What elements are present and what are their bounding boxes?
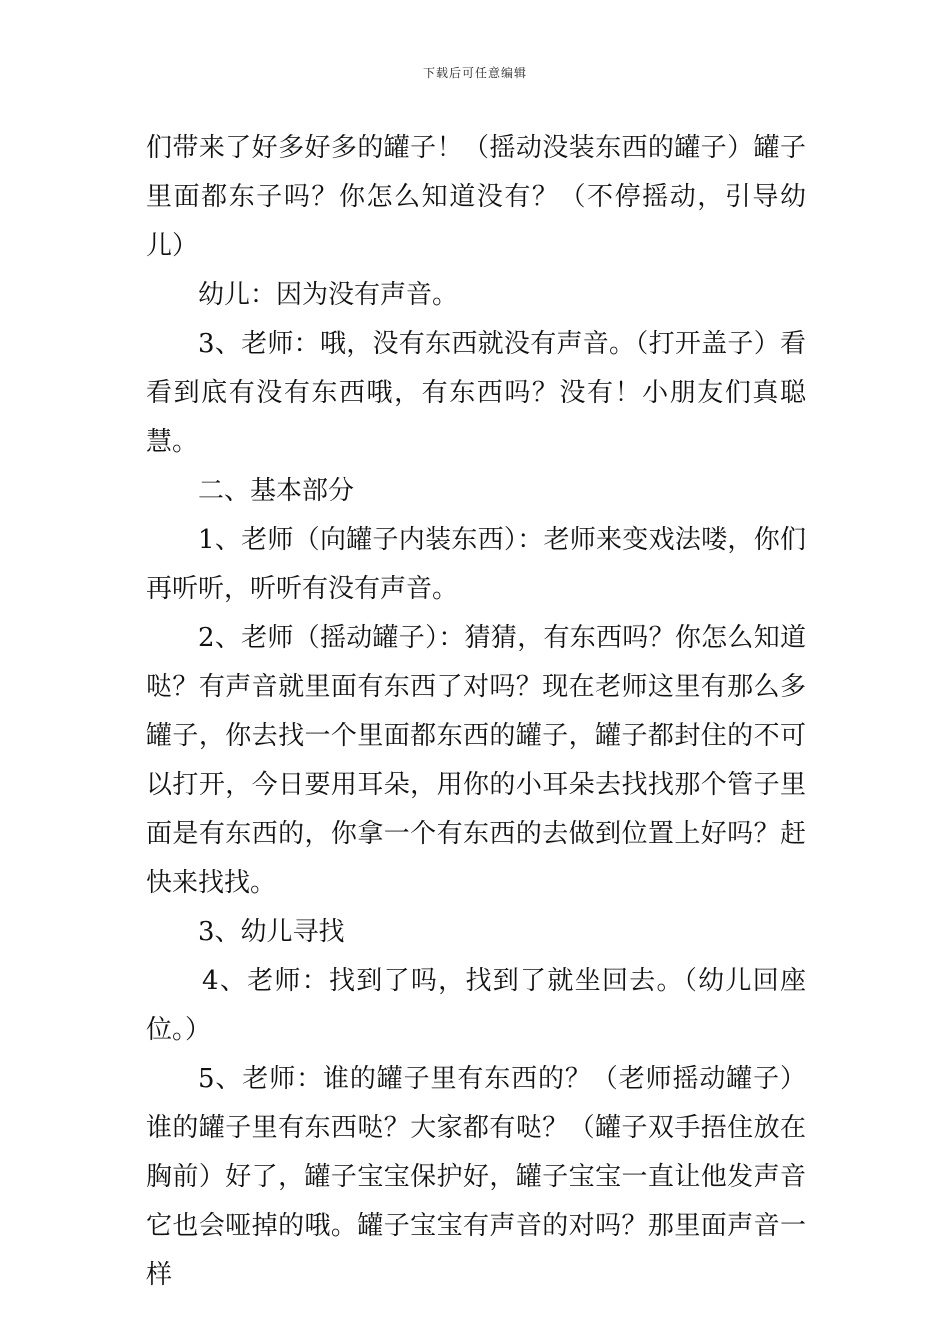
paragraph-continuation: 们带来了好多好多的罐子！（摇动没装东西的罐子）罐子里面都东子吗？你怎么知道没有？（不停摇动，引导幼儿） [146,133,806,261]
document-body [146,124,806,1300]
paragraph-child-answer: 幼儿：因为没有声音。 [198,280,459,310]
section-heading-basic-part: 二、基本部分 [198,476,355,506]
paragraph-step-5-whose-jar: 5、老师：谁的罐子里有东西的？（老师摇动罐子）谁的罐子里有东西哒？大家都有哒？（罐子双手捂住放在胸前）好了，罐子宝宝保护好，罐子宝宝一直让他发声音它也会哑掉的哦。罐子宝宝有声音的对吗？那里面声音一样 [146,1064,806,1290]
page-header-note: 下载后可任意编辑 [422,66,527,80]
paragraph-step-1-fill-jar: 1、老师（向罐子内装东西）：老师来变戏法喽，你们再听听，听听有没有声音。 [146,525,806,604]
paragraph-step-2-shake-jar: 2、老师（摇动罐子）：猜猜，有东西吗？你怎么知道哒？有声音就里面有东西了对吗？现在老师这里有那么多罐子，你去找一个里面都东西的罐子，罐子都封住的不可以打开，今日要用耳朵，用你的小耳朵去找找那个管子里面是有东西的，你拿一个有东西的去做到位置上好吗？赶快来找找。 [146,623,806,898]
paragraph-step-3-open-lid: 3、老师：哦，没有东西就没有声音。（打开盖子）看看到底有没有东西哦，有东西吗？没有！小朋友们真聪慧。 [146,329,806,457]
paragraph-step-4-found: 4、老师：找到了吗，找到了就坐回去。（幼儿回座位。） [146,966,806,1045]
paragraph-step-3-children-search: 3、幼儿寻找 [198,917,345,947]
